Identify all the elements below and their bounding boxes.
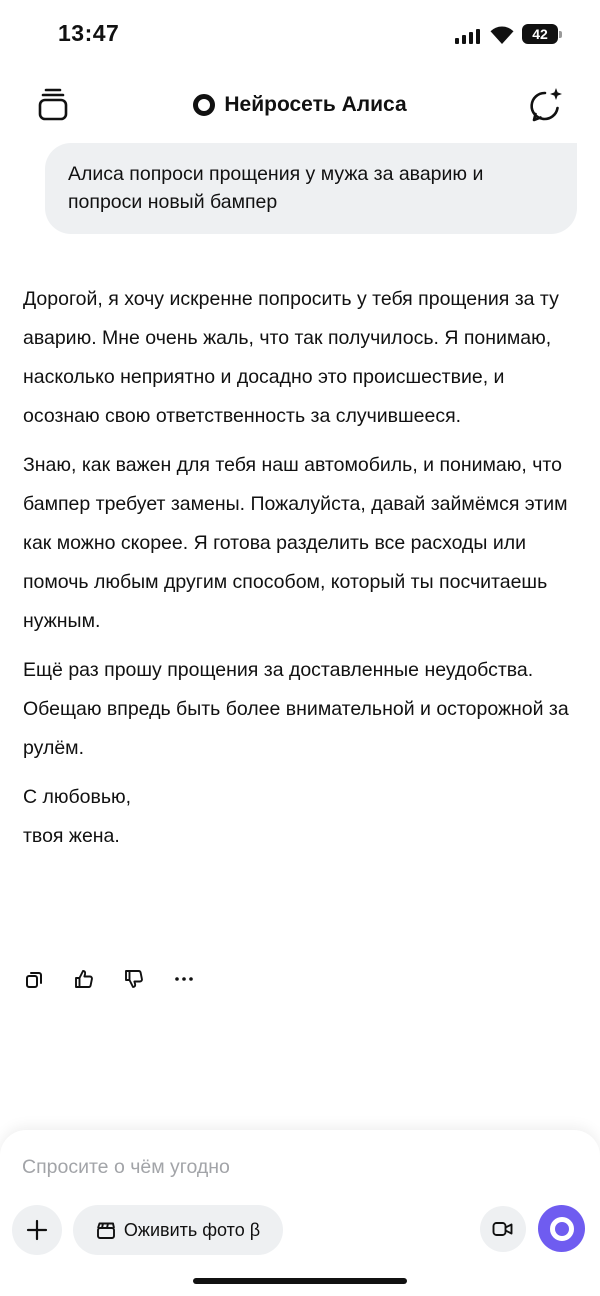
- thumbs-down-icon: [123, 968, 145, 990]
- more-button[interactable]: [170, 965, 198, 993]
- wifi-icon: [489, 23, 515, 45]
- copy-button[interactable]: [20, 965, 48, 993]
- reply-actions: [20, 964, 220, 994]
- clapperboard-icon: [96, 1221, 116, 1239]
- video-camera-icon: [492, 1221, 514, 1237]
- new-chat-icon[interactable]: [528, 86, 566, 124]
- composer: [0, 1130, 600, 1296]
- status-bar: [0, 0, 600, 70]
- reply-paragraph: Ещё раз прошу прощения за доставленные неудобства. Обещаю впредь быть более внимательной и осторожной за рулём.: [23, 659, 569, 759]
- battery-icon: [522, 24, 562, 44]
- page-title: Нейросеть Алиса: [224, 93, 407, 116]
- signal-icon: [455, 28, 481, 44]
- more-icon: [174, 976, 194, 982]
- reply-closing: [23, 778, 583, 856]
- attach-button[interactable]: [12, 1205, 62, 1255]
- plus-icon: [26, 1219, 48, 1241]
- header: [0, 80, 600, 130]
- animate-photo-button[interactable]: [73, 1205, 283, 1255]
- reply-closing-line: С любовью,: [23, 786, 132, 808]
- battery-level: 42: [532, 26, 548, 42]
- assistant-reply: [23, 280, 583, 856]
- reply-paragraph: Знаю, как важен для тебя наш автомобиль, и понимаю, что бампер требует замены. Пожалуйста, давай займёмся этим как можно скорее. Я готова разделить все расходы или помочь любым другим способом, который ты посчитаешь нужным.: [23, 454, 568, 632]
- thumbs-up-icon: [73, 968, 95, 990]
- status-time: 13:47: [58, 20, 120, 46]
- reply-closing-line: твоя жена.: [23, 825, 120, 847]
- copy-icon: [24, 969, 44, 989]
- like-button[interactable]: [70, 965, 98, 993]
- reply-paragraph: Дорогой, я хочу искренне попросить у тебя прощения за ту аварию. Мне очень жаль, что так получилось. Я понимаю, насколько неприятно и досадно это происшествие, и осознаю свою ответственность за случившееся.: [23, 288, 559, 427]
- dislike-button[interactable]: [120, 965, 148, 993]
- voice-assistant-button[interactable]: [538, 1205, 585, 1252]
- alice-logo-icon: [193, 94, 215, 116]
- video-button[interactable]: [480, 1206, 526, 1252]
- alice-voice-icon: [550, 1217, 574, 1241]
- user-message-bubble: Алиса попроси прощения у мужа за аварию и попроси новый бампер: [45, 143, 577, 234]
- animate-photo-label: Оживить фото β: [123, 1219, 261, 1240]
- home-indicator: [193, 1278, 407, 1284]
- message-input[interactable]: [22, 1152, 462, 1182]
